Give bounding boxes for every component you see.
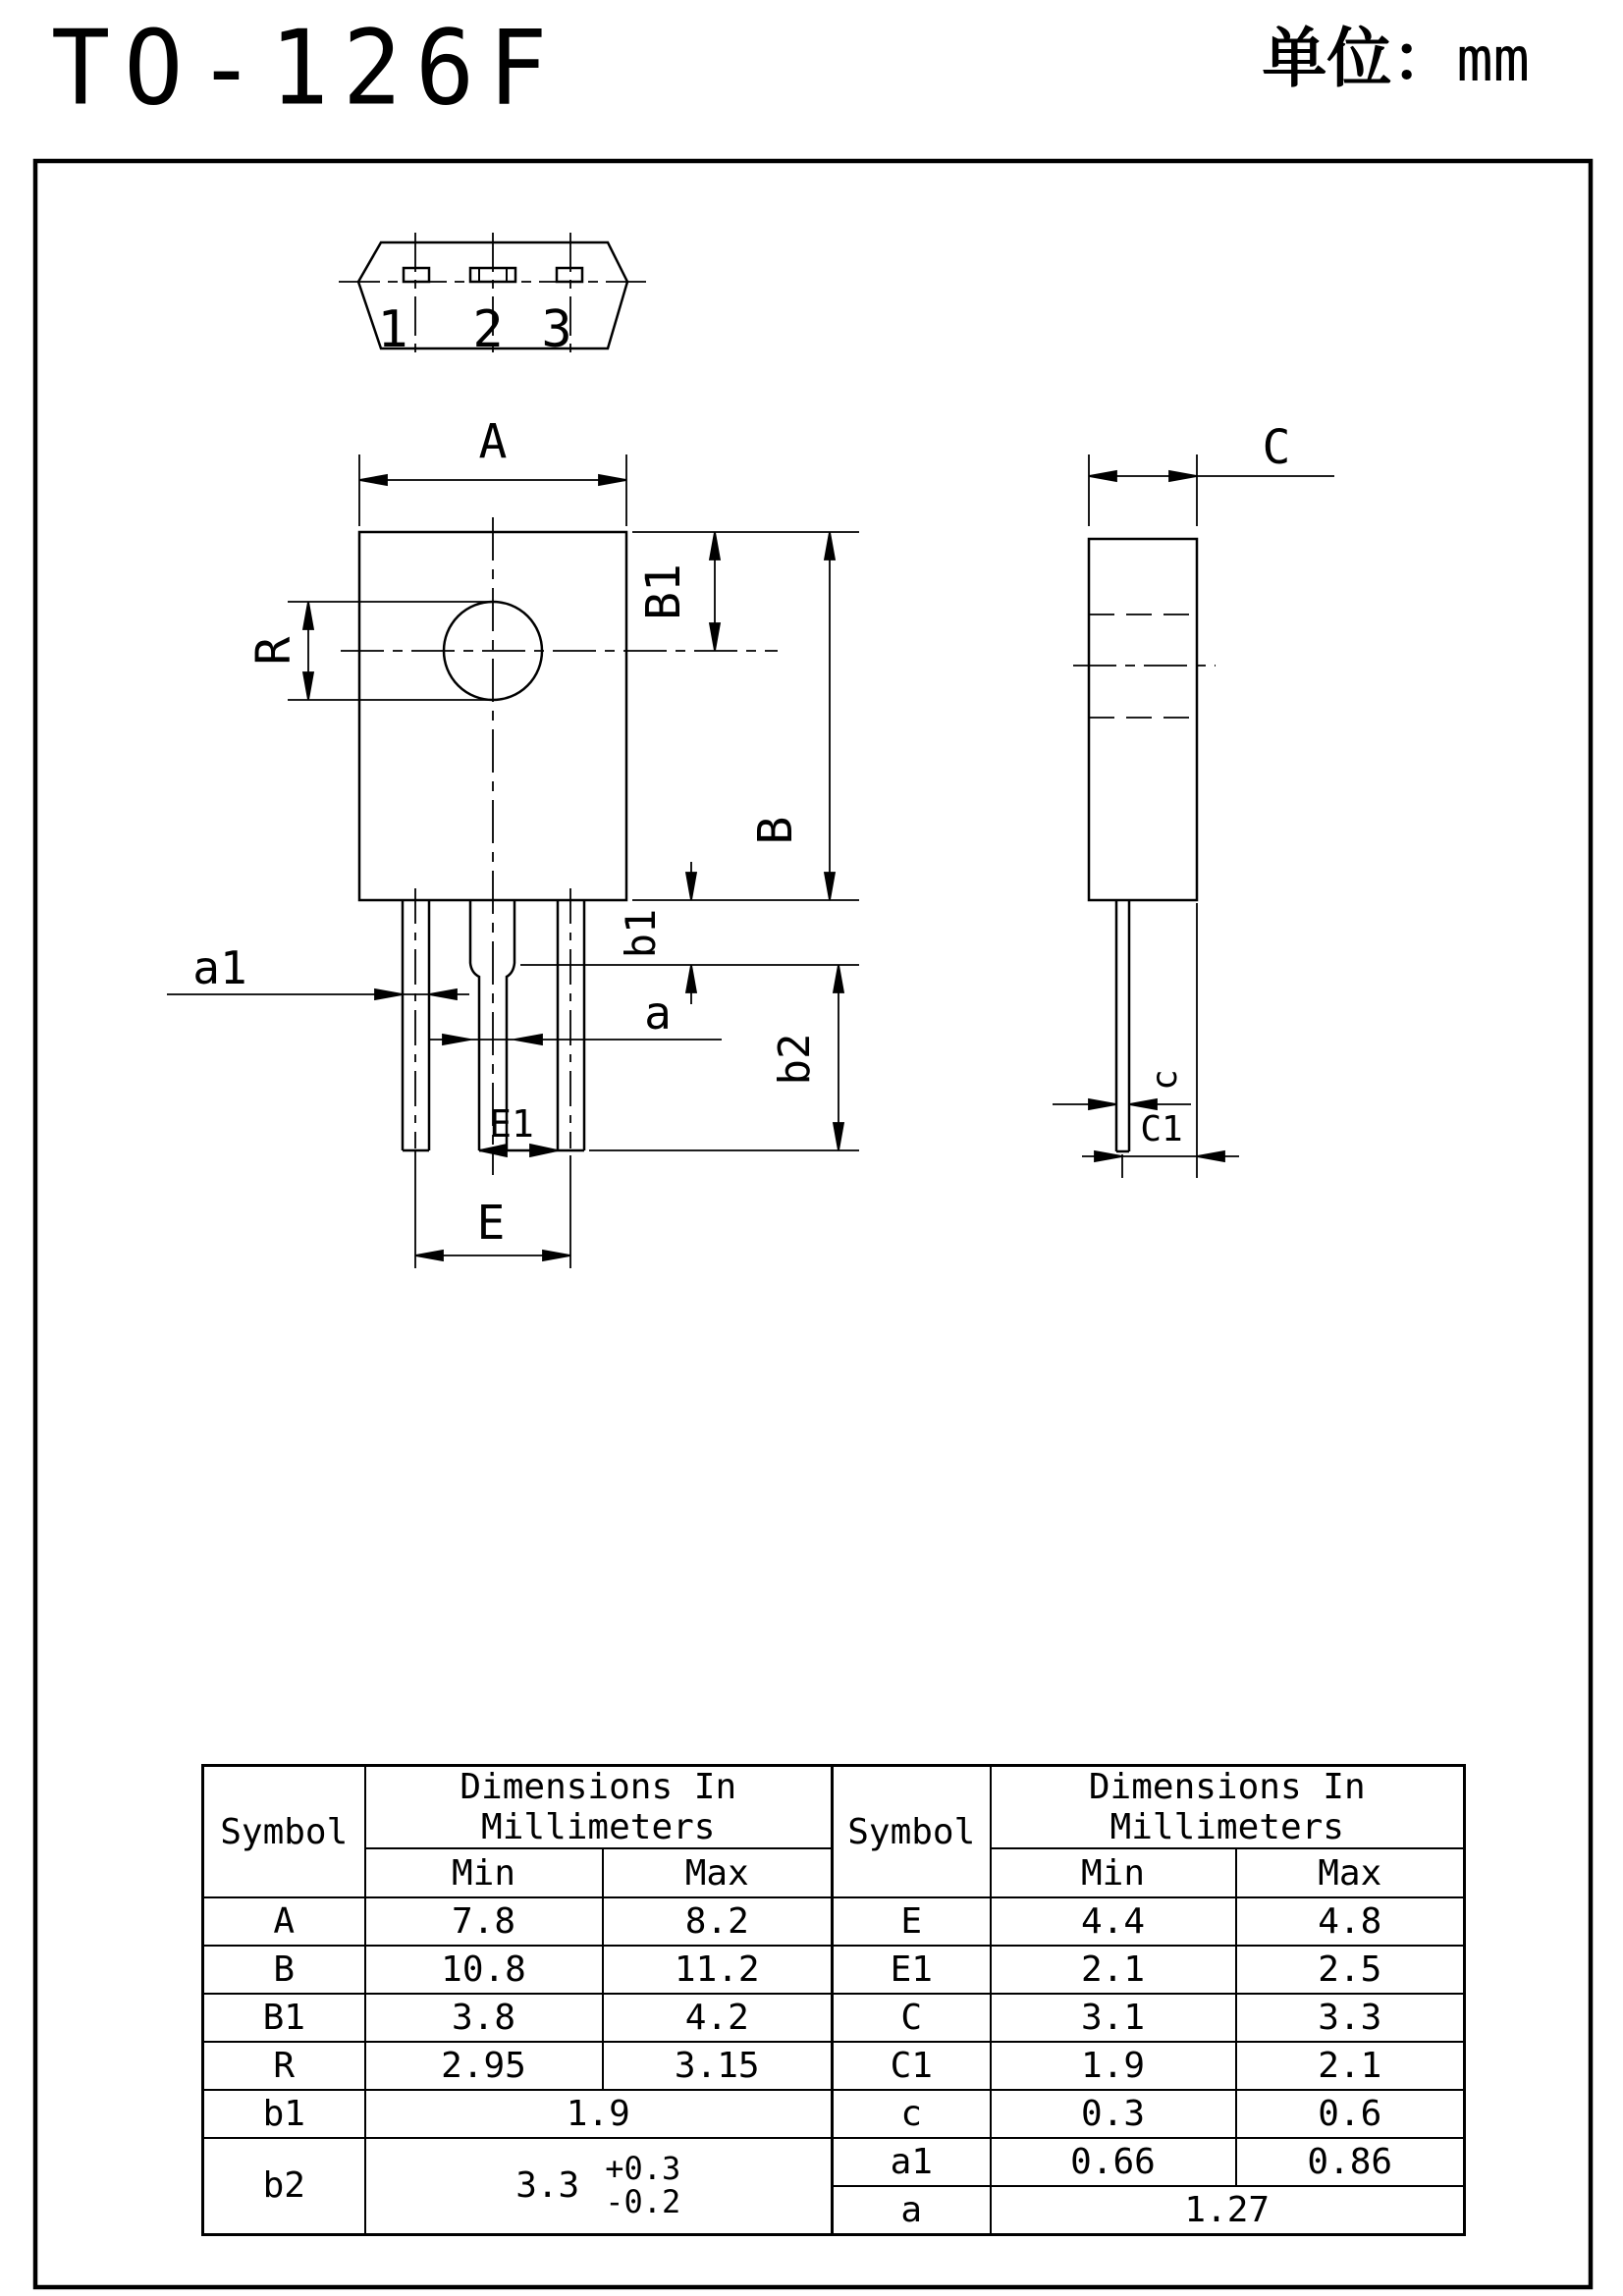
table-row [833,2090,1465,2138]
unit-label: 单位： [1262,21,1457,96]
table-row [833,1946,1465,1994]
dim-a-label: a [644,987,672,1040]
min-cell: 1.9 [991,2042,1236,2090]
table-row [833,2138,1465,2186]
dim-A-label: A [478,414,508,469]
max-cell: 2.5 [1236,1946,1465,1994]
dim-C-arrow-right [1169,471,1197,481]
max-cell: 8.2 [603,1897,833,1946]
dim-c-label: c [1145,1069,1185,1091]
min-cell: 4.4 [991,1897,1236,1946]
front-view-dimensions [167,454,859,1268]
dim-b2-arrow-top [834,965,843,992]
table-row [833,2042,1465,2090]
dim-E-arrow-right [543,1251,570,1260]
dim-B-arrow-top [825,532,835,560]
max-cell: 3.15 [603,2042,833,2090]
min-cell: 7.8 [365,1897,603,1946]
min-cell: 0.66 [991,2138,1236,2186]
dim-A-arrow-right [599,475,626,485]
dim-E1-label: E1 [489,1102,534,1146]
drawing-labels [192,300,1290,1251]
side-view-dimensions [1053,454,1334,1178]
symbol-cell: B1 [203,1994,365,2042]
dim-A-arrow-left [359,475,387,485]
min-cell: 3.8 [365,1994,603,2042]
table-row [203,1897,833,1946]
table-row [203,2042,833,2090]
max-cell: 4.2 [603,1994,833,2042]
pin1-tab [404,268,429,282]
max-cell: 0.6 [1236,2090,1465,2138]
dim-B1-arrow-bottom [710,623,720,651]
left-header-dims: Dimensions In Millimeters [365,1766,833,1849]
max-cell: 11.2 [603,1946,833,1994]
symbol-cell: C1 [833,2042,991,2090]
dim-R-label: R [246,636,301,666]
dim-C-label: C [1262,420,1291,475]
dim-c-arrow-left [1089,1099,1116,1109]
table-row [833,1994,1465,2042]
side-view [1073,539,1216,1151]
table-row [833,2186,1465,2234]
min-cell: 0.3 [991,2090,1236,2138]
dim-E-arrow-left [415,1251,443,1260]
max-cell: 3.3 [1236,1994,1465,2042]
span-cell: 1.9 [365,2090,833,2138]
span-cell: 1.27 [991,2186,1465,2234]
symbol-cell: a1 [833,2138,991,2186]
min-cell: 3.1 [991,1994,1236,2042]
min-cell: 2.1 [991,1946,1236,1994]
tolerance-value: 3.3 [515,2165,580,2207]
dim-b2-label: b2 [770,1033,820,1086]
dim-R-arrow-bottom [303,672,313,700]
right-header-dims: Dimensions In Millimeters [991,1766,1465,1849]
symbol-cell: E1 [833,1946,991,1994]
left-header-min: Min [365,1848,603,1897]
pin2-label: 2 [472,300,504,359]
dim-B1-arrow-top [710,532,720,560]
right-header-min: Min [991,1848,1236,1897]
dim-B-label: B [748,816,803,845]
max-cell: 4.8 [1236,1897,1465,1946]
dim-a1-arrow-right [429,989,457,999]
pin1-label: 1 [377,300,408,359]
dim-B1-label: B1 [636,563,691,620]
dim-B-arrow-bottom [825,873,835,900]
tolerance-plus: +0.3 [605,2150,681,2188]
symbol-cell: c [833,2090,991,2138]
dim-C-arrow-left [1089,471,1116,481]
tolerance-minus: -0.2 [605,2182,681,2220]
table-row [833,1897,1465,1946]
dim-a-arrow-left [443,1035,470,1044]
right-header-max: Max [1236,1848,1465,1897]
dim-C1-label: C1 [1140,1109,1183,1149]
dim-R-arrow-top [303,602,313,629]
dim-b1-label: b1 [617,908,665,959]
dimension-table-left [201,1764,834,2236]
dim-C1-arrow-right [1197,1151,1224,1161]
dim-C1-arrow-left [1095,1151,1122,1161]
table-row [203,1994,833,2042]
pin3-tab [557,268,582,282]
dim-a-arrow-right [514,1035,542,1044]
page-title: TO-126F [51,8,562,129]
symbol-cell: E [833,1897,991,1946]
symbol-cell: a [833,2186,991,2234]
symbol-cell: b2 [203,2138,365,2234]
table-row [203,1946,833,1994]
dim-E1-arrow-right [530,1145,558,1156]
dim-E-label: E [476,1196,506,1251]
min-cell: 10.8 [365,1946,603,1994]
symbol-cell: B [203,1946,365,1994]
lead2-left-profile [470,900,479,1150]
span-cell-tolerance [365,2138,833,2234]
table-row [203,2138,833,2234]
symbol-cell: R [203,2042,365,2090]
dimension-table-right [831,1764,1466,2236]
min-cell: 2.95 [365,2042,603,2090]
left-header-symbol: Symbol [203,1766,365,1898]
table-row [203,2090,833,2138]
symbol-cell: A [203,1897,365,1946]
dim-c-arrow-right [1129,1099,1157,1109]
max-cell: 2.1 [1236,2042,1465,2090]
pin3-label: 3 [541,300,572,359]
front-view [341,517,778,1175]
right-header-symbol: Symbol [833,1766,991,1898]
dim-a1-label: a1 [192,941,247,994]
dim-b1-arrow-top [686,873,696,900]
unit-value: mm [1456,24,1530,95]
dim-b2-arrow-bottom [834,1123,843,1150]
left-header-max: Max [603,1848,833,1897]
symbol-cell: C [833,1994,991,2042]
symbol-cell: b1 [203,2090,365,2138]
max-cell: 0.86 [1236,2138,1465,2186]
dim-a1-arrow-left [375,989,403,999]
side-body [1089,539,1197,900]
dim-b1-arrow-bottom [686,965,696,992]
